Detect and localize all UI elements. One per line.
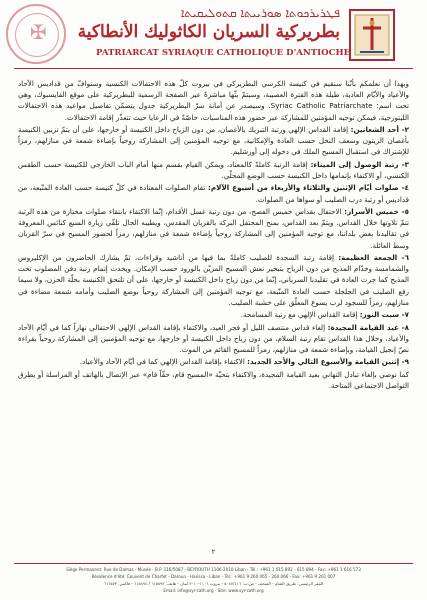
footer-contact-line: Email: info@syr-cath.org - Site: www.syr-cath.org <box>163 588 264 593</box>
seal-stamp-icon <box>6 4 66 64</box>
list-item <box>18 159 409 181</box>
item-text: إقامة رتبة السجدة للصليب كاملةً بما فيها من أناشيد وقراءات، ثمّ يشارك الحاضرون من الإكليروس والشمامسة وخدّام المذبح من دون الزياح بتبخير نعش المسيح المزيّن بالورود حسب الإمكان. ويحدث إتمام رتبة دفن المصلوب تحت المذبح كما جرت العادة في تقليدنا السرياني، إنّما من دون زياح داخل الكنيسة أو خارجها، على أن تلتحق الكنيسة بحلّة الحزن، ولا سيما رفع الصليب في الجلجلة حسب العادة المتّبعة، مع توجيه المؤمنين إلى المشاركة روحياً بوضع الصليب وأمامه شمعة مضاءة في منازلهم، رمزاً للسجود لرب يسوع المعلّق على خشبة الصليب. <box>18 252 409 307</box>
item-heading: ٣- رتبة الوصول إلى الميناء: <box>310 159 409 169</box>
footer-address-line: Siège Permanent: Rue de Damas - Musée - B.P. 116/5087 - BEYROUTH 1106-2010 Liban - Tél.: +961 1 615 892 - 615 894 - Fax: +961 1 616 573 <box>66 567 361 572</box>
list-item <box>18 309 409 320</box>
patriarchate-logo-icon <box>346 6 398 64</box>
item-text: إلغاء قداس منتصف الليل أو فجر العيد، والاكتفاء بإقامة القداس الإلهي الاحتفالي نهاراً كما في أيّام الآحاد والأعياد، وخلال هذا القداس تقام رتبة السلام، من دون زياح داخل الكنيسة أو خارجها، مع توجيه المؤمنين إلى المشاركة روحياً بقراءة نصّ إنجيل القيامة، وبإضاءة شمعة في منازلهم، رمزاً للمسيح القائم من الموت. <box>18 322 409 354</box>
french-title: PATRIARCAT SYRIAQUE CATHOLIQUE D'ANTIOCHE <box>96 48 351 58</box>
item-text: الاكتفاء بإقامة القداس الإلهي كما في أيّام الآحاد والأعياد. <box>79 357 248 367</box>
closing-paragraph: كما نوصي بإلغاء تبادل التهاني بعيد القيامة المجيدة، والاكتفاء بتحيّة «المسيح قام، حقّاً قام» عبر الإتصال بالهاتف أو المراسلة أو بطرق التواصل الاجتماعي المتاحة. <box>18 369 409 390</box>
item-heading: ٩- إثنين القيامة والأسبوع التالي والأحد الجديد: <box>247 357 409 367</box>
footer-arabic-address-line: المقر الرئيسي: طريق الشام - المتحف - ص.ب: ٥٠٨٧/١١٦ - بيروت ١١٠٦-٢٠١٠ لبنان - هاتف: ٦١٥٨٩٢ / ٦١٥٨٩٤ - فاكس: ٦١٦٥٧٣ <box>103 581 324 586</box>
item-text: الاحتفال بقداس خميس الفصح، من دون رتبة غسل الأقدام، إنّما الاكتفاء بانتقاء صلوات مختارة من هذه الرتبة تتمّ تلاوتها خلال القداس. ويتمّ بعد القداس، بمنح المحتفل البركة بالقربان المقدس، ويطيبه الحال تلقّي زيارة السبع كنائس المعروفة في تقاليدنا بعض بلداننا، مع توجيه المؤمنين إلى المشاركة روحياً بإضاءة شمعة في منازلهم، رمزاً لحضور المسيح في سرّ القربان وسط العائلة. <box>18 206 409 250</box>
letter-body <box>18 78 409 548</box>
list-item <box>18 124 409 158</box>
item-heading: ٨- عيد القيامة المجيدة: <box>327 322 409 332</box>
item-text: تقام الصلوات المعتادة في كلّ كنيسة حسب العادة المتّبعة، من قداديس أو رتبة درب الصليب أو سواها من الصلوات. <box>18 183 409 204</box>
syriac-title: ܦܛܪܝܪܟܘܬܐ ܣܘܪܝܝܬܐ ܩܬܘܠܝܩܝܬܐ <box>180 6 340 20</box>
item-text: إقامة القداس الإلهي مع رتبة المسامحة. <box>240 310 360 320</box>
item-heading: ٦- الجمعة العظيمة: <box>338 252 409 262</box>
arabic-title: بطريركية السريان الكاثوليك الأنطاكية <box>77 22 340 42</box>
footer-divider <box>14 563 413 564</box>
intro-paragraph: وبهذا أن نعلمكم بأنّنا سنقيم في كنيسة الكرسي البطريركي في بيروت كلّ هذه الاحتفالات الكنسية وسنوافّ من قداديس الآحاد والأعياد والأيّام العادية، طيلة هذه الفترة العصيبة، وسيتمّ بثّها مباشرةً عبر الصفحة الرسمية للبطريركية على موقع الفايسبوك، وهي تحت اسم: Syriac Catholic Patriarchate. وسيصدر عن أمانة سرّ البطريركية جدول يتضمّن تفاصيل مواعيد هذه الاحتفالات الليتورجية، فيمكن توجيه المؤمنين للمشاركة عبر حضور هذه المناسبات، خاصّةً في الرعايا حيث تتعذّر إقامة الاحتفالات. <box>18 79 409 122</box>
header-divider <box>14 68 413 69</box>
letterhead <box>0 0 427 84</box>
cross-icon: ✠ <box>30 20 47 44</box>
item-text: إقامة الرتبة كاملةً كالمعتاد، ويمكن القيام بقسم منها أمام الباب الخارجي للكنيسة حسب الطقس الكنسي، أو الاكتفاء بإتمامها داخل الكنيسة حسب الوضع المحلّي. <box>18 159 409 180</box>
list-item <box>18 206 409 251</box>
item-heading: ٥- خميس الأسرار: <box>344 206 409 216</box>
list-item <box>18 356 409 367</box>
item-heading: ٤- صلوات أيّام الإثنين والثلاثاء والأربعاء من أسبوع الآلام: <box>208 183 409 193</box>
page-number: ٢ <box>211 548 216 556</box>
list-item <box>18 322 409 356</box>
footer-summer-residence-line: Résidence d'été: Couvent de Charfet - Daroun - Harissa - Liban - Tél.: +961 9 260 065 - 260 066 - Fax: +961 9 261 007 <box>91 574 336 579</box>
list-item <box>18 182 409 204</box>
list-item <box>18 252 409 308</box>
item-heading: ٧- سبت النور: <box>359 310 409 320</box>
item-heading: ٢- أحد الشعانين: <box>350 125 409 134</box>
item-text: إقامة القداس الإلهي ورتبة التبريك بالأغصان، من دون الزياح داخل الكنيسة أو خارجها، على أن يتمّ تزيين الكنيسة بأغصان الزيتون وسعف النخل حسب العادة والإمكانية، مع توجيه المؤمنين إلى المشاركة روحياً بإضاءة شمعة في منازلهم، رمزاً للإشتراك في استقبال المسيح الملك في دخوله إلى أورشليم. <box>18 125 409 157</box>
